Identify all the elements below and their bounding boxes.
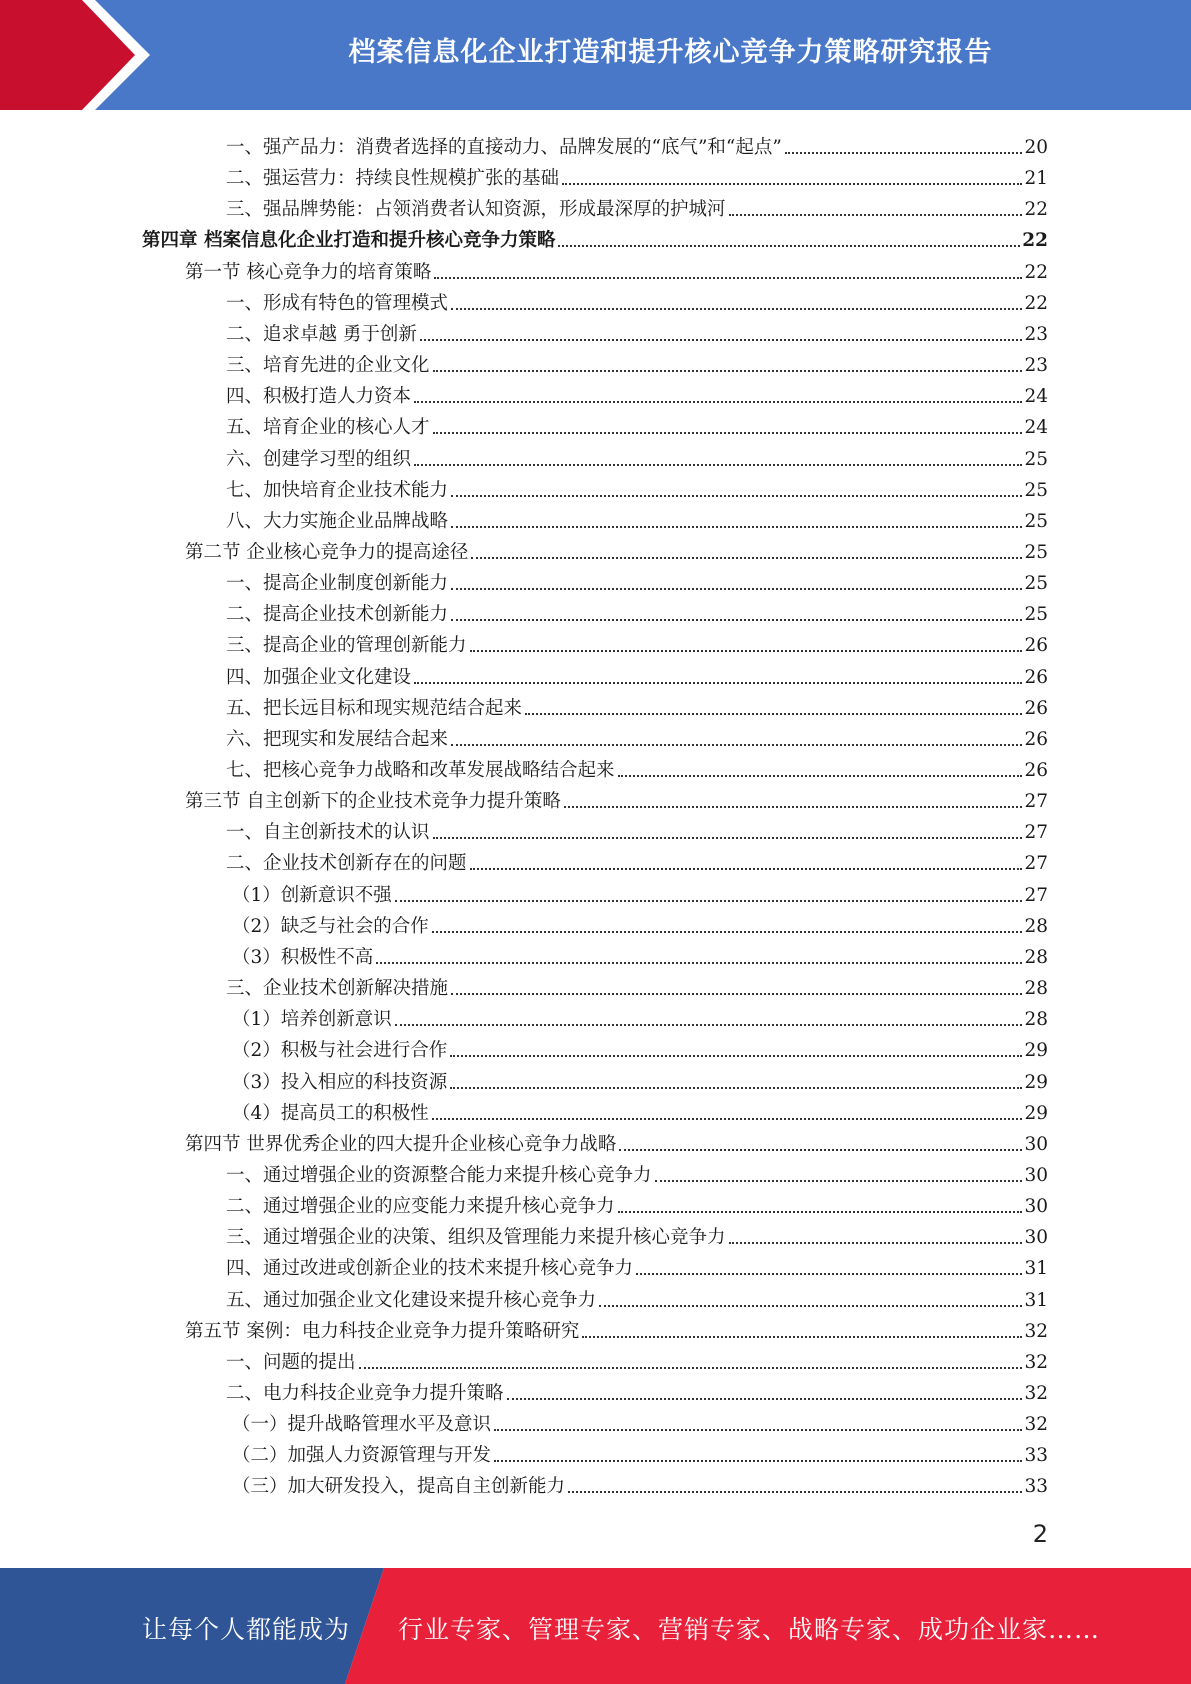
toc-entry-label: 第一节 核心竞争力的培育策略	[185, 261, 432, 283]
toc-dot-leader	[558, 245, 1020, 247]
toc-entry-page: 24	[1024, 386, 1048, 408]
toc-dot-leader	[414, 401, 1022, 403]
toc-subsection-entry[interactable]	[226, 315, 1048, 346]
toc-entry-page: 24	[1024, 417, 1048, 439]
toc-entry-label: 四、通过改进或创新企业的技术来提升核心竞争力	[226, 1258, 634, 1280]
toc-subsection-entry[interactable]	[226, 1218, 1048, 1249]
toc-dot-leader	[414, 682, 1022, 684]
toc-entry-page: 27	[1024, 822, 1048, 844]
toc-entry-page: 28	[1024, 978, 1048, 1000]
toc-entry-page: 22	[1024, 261, 1048, 283]
toc-subsection-entry[interactable]	[226, 159, 1048, 190]
toc-dot-leader	[395, 900, 1023, 902]
toc-entry-page: 28	[1024, 946, 1048, 968]
toc-dot-leader	[507, 1398, 1023, 1400]
toc-entry-label: 三、培育先进的企业文化	[226, 355, 430, 377]
toc-entry-label: 三、通过增强企业的决策、组织及管理能力来提升核心竞争力	[226, 1227, 726, 1249]
toc-dot-leader	[564, 806, 1023, 808]
toc-entry-page: 26	[1024, 666, 1048, 688]
toc-dot-leader	[432, 931, 1023, 933]
toc-entry-page: 30	[1024, 1227, 1048, 1249]
toc-subsection-entry[interactable]	[232, 1094, 1048, 1125]
toc-entry-label: 四、积极打造人力资本	[226, 386, 412, 408]
toc-dot-leader	[451, 744, 1022, 746]
toc-subsection-entry[interactable]	[226, 844, 1048, 875]
toc-entry-label: 第二节 企业核心竞争力的提高途径	[185, 541, 469, 563]
toc-entry-page: 21	[1024, 168, 1048, 190]
toc-subsection-entry[interactable]	[226, 564, 1048, 595]
toc-dot-leader	[619, 1149, 1022, 1151]
toc-dot-leader	[470, 650, 1023, 652]
toc-subsection-entry[interactable]	[232, 1405, 1048, 1436]
toc-entry-label: 二、企业技术创新存在的问题	[226, 853, 467, 875]
toc-entry-page: 26	[1024, 635, 1048, 657]
toc-entry-label: 一、通过增强企业的资源整合能力来提升核心竞争力	[226, 1164, 652, 1186]
toc-subsection-entry[interactable]	[232, 907, 1048, 938]
toc-entry-label: 一、提高企业制度创新能力	[226, 573, 449, 595]
toc-entry-page: 23	[1024, 323, 1048, 345]
toc-dot-leader	[376, 962, 1022, 964]
toc-entry-label: 七、把核心竞争力战略和改革发展战略结合起来	[226, 760, 615, 781]
toc-dot-leader	[655, 1180, 1023, 1182]
toc-dot-leader	[494, 1460, 1022, 1462]
toc-dot-leader	[729, 1242, 1023, 1244]
toc-entry-label: （4）提高员工的积极性	[232, 1102, 429, 1124]
toc-entry-label: 五、把长远目标和现实规范结合起来	[226, 697, 523, 719]
toc-dot-leader	[562, 183, 1022, 185]
toc-entry-page: 27	[1024, 853, 1048, 875]
toc-dot-leader	[451, 993, 1022, 995]
toc-subsection-entry[interactable]	[226, 689, 1048, 720]
toc-dot-leader	[494, 1429, 1022, 1431]
toc-entry-label: 六、创建学习型的组织	[226, 448, 412, 470]
toc-entry-label: （3）积极性不高	[232, 946, 374, 968]
toc-entry-page: 26	[1024, 760, 1048, 781]
toc-entry-page: 25	[1024, 573, 1048, 595]
page-number: 2	[1032, 1520, 1048, 1548]
toc-dot-leader	[471, 557, 1022, 559]
toc-subsection-entry[interactable]	[226, 471, 1048, 502]
toc-entry-page: 32	[1024, 1383, 1048, 1404]
toc-section-entry[interactable]	[185, 1125, 1048, 1156]
toc-entry-label: 三、提高企业的管理创新能力	[226, 635, 467, 657]
toc-entry-label: 六、把现实和发展结合起来	[226, 728, 449, 750]
toc-dot-leader	[450, 1087, 1022, 1089]
toc-entry-page: 28	[1024, 915, 1048, 937]
toc-entry-page: 25	[1024, 448, 1048, 470]
toc-entry-label: 三、企业技术创新解决措施	[226, 978, 449, 1000]
toc-chapter-entry[interactable]	[142, 221, 1048, 252]
toc-subsection-entry[interactable]	[226, 408, 1048, 439]
toc-subsection-entry[interactable]	[226, 595, 1048, 626]
toc-section-entry[interactable]	[185, 782, 1048, 813]
toc-subsection-entry[interactable]	[226, 626, 1048, 657]
toc-dot-leader	[450, 1055, 1022, 1057]
toc-dot-leader	[568, 1491, 1022, 1493]
toc-entry-label: 二、通过增强企业的应变能力来提升核心竞争力	[226, 1196, 615, 1218]
toc-entry-label: 四、加强企业文化建设	[226, 666, 412, 688]
toc-dot-leader	[432, 1118, 1023, 1120]
toc-subsection-entry[interactable]	[226, 1281, 1048, 1312]
toc-entry-page: 27	[1024, 791, 1048, 813]
toc-subsection-entry[interactable]	[226, 720, 1048, 751]
toc-subsection-entry[interactable]	[226, 1187, 1048, 1218]
toc-subsection-entry[interactable]	[226, 377, 1048, 408]
toc-entry-label: （一）提升战略管理水平及意识	[232, 1414, 492, 1436]
toc-entry-page: 22	[1024, 199, 1048, 221]
toc-dot-leader	[433, 370, 1023, 372]
toc-dot-leader	[582, 1336, 1022, 1338]
toc-entry-page: 29	[1024, 1102, 1048, 1124]
toc-entry-page: 31	[1024, 1258, 1048, 1280]
toc-dot-leader	[414, 464, 1022, 466]
toc-subsection-entry[interactable]	[232, 938, 1048, 969]
document-title: 档案信息化企业打造和提升核心竞争力策略研究报告	[348, 37, 993, 68]
toc-entry-page: 22	[1022, 230, 1048, 252]
toc-dot-leader	[434, 277, 1022, 279]
toc-entry-page: 30	[1024, 1133, 1048, 1155]
toc-subsection-entry[interactable]	[226, 969, 1048, 1000]
toc-entry-page: 32	[1024, 1414, 1048, 1436]
toc-subsection-entry[interactable]	[226, 502, 1048, 533]
toc-dot-leader	[451, 308, 1022, 310]
toc-entry-page: 27	[1024, 884, 1048, 906]
toc-subsection-entry[interactable]	[226, 751, 1048, 782]
toc-entry-page: 30	[1024, 1164, 1048, 1186]
toc-section-entry[interactable]	[185, 533, 1048, 564]
toc-dot-leader	[525, 713, 1022, 715]
toc-subsection-entry[interactable]	[226, 284, 1048, 315]
toc-entry-page: 32	[1024, 1351, 1048, 1373]
toc-subsection-entry[interactable]	[226, 1156, 1048, 1187]
toc-entry-label: 一、强产品力：消费者选择的直接动力、品牌发展的“底气”和“起点”	[226, 137, 782, 158]
toc-subsection-entry[interactable]	[226, 813, 1048, 844]
toc-dot-leader	[636, 1273, 1022, 1275]
toc-entry-label: 八、大力实施企业品牌战略	[226, 510, 449, 532]
toc-entry-label: （2）积极与社会进行合作	[232, 1040, 448, 1062]
footer-banner	[0, 1568, 1191, 1684]
toc-entry-page: 31	[1024, 1289, 1048, 1311]
toc-entry-page: 25	[1024, 541, 1048, 563]
toc-subsection-entry[interactable]	[226, 128, 1048, 159]
toc-entry-page: 32	[1024, 1320, 1048, 1342]
toc-subsection-entry[interactable]	[232, 1063, 1048, 1094]
toc-entry-label: 第四节 世界优秀企业的四大提升企业核心竞争力战略	[185, 1133, 617, 1155]
toc-dot-leader	[433, 432, 1023, 434]
toc-subsection-entry[interactable]	[232, 1436, 1048, 1467]
toc-entry-label: 五、通过加强企业文化建设来提升核心竞争力	[226, 1289, 597, 1311]
toc-entry-label: （2）缺乏与社会的合作	[232, 915, 429, 937]
toc-entry-page: 29	[1024, 1040, 1048, 1062]
toc-dot-leader	[599, 1305, 1022, 1307]
toc-dot-leader	[470, 868, 1023, 870]
toc-dot-leader	[785, 152, 1023, 154]
toc-subsection-entry[interactable]	[232, 1031, 1048, 1062]
toc-entry-page: 25	[1024, 510, 1048, 532]
toc-section-entry[interactable]	[185, 253, 1048, 284]
toc-dot-leader	[420, 339, 1023, 341]
toc-subsection-entry[interactable]	[226, 190, 1048, 221]
toc-entry-page: 26	[1024, 728, 1048, 750]
toc-entry-label: 一、形成有特色的管理模式	[226, 292, 449, 314]
toc-dot-leader	[359, 1367, 1023, 1369]
toc-entry-label: （1）创新意识不强	[232, 884, 392, 906]
toc-entry-page: 33	[1024, 1476, 1048, 1498]
toc-entry-page: 20	[1024, 137, 1048, 158]
toc-entry-page: 25	[1024, 479, 1048, 501]
toc-subsection-entry[interactable]	[226, 1374, 1048, 1405]
header-bar	[0, 0, 1191, 110]
toc-subsection-entry[interactable]	[226, 658, 1048, 689]
toc-entry-label: （三）加大研发投入，提高自主创新能力	[232, 1476, 566, 1498]
footer-slogan-right: 行业专家、管理专家、营销专家、战略专家、成功企业家……	[398, 1615, 1101, 1644]
toc-entry-label: 七、加快培育企业技术能力	[226, 479, 449, 501]
toc-subsection-entry[interactable]	[226, 440, 1048, 471]
toc-dot-leader	[729, 214, 1023, 216]
toc-entry-label: 一、自主创新技术的认识	[226, 822, 430, 844]
toc-subsection-entry[interactable]	[232, 876, 1048, 907]
toc-entry-page: 23	[1024, 355, 1048, 377]
toc-entry-page: 26	[1024, 697, 1048, 719]
toc-entry-label: 二、强运营力：持续良性规模扩张的基础	[226, 168, 560, 190]
toc-entry-label: 第四章 档案信息化企业打造和提升核心竞争力策略	[142, 230, 556, 252]
toc-entry-label: （二）加强人力资源管理与开发	[232, 1445, 492, 1467]
toc-dot-leader	[451, 495, 1022, 497]
toc-dot-leader	[451, 619, 1022, 621]
toc-subsection-entry[interactable]	[226, 1343, 1048, 1374]
toc-entry-label: （3）投入相应的科技资源	[232, 1071, 448, 1093]
toc-entry-page: 25	[1024, 604, 1048, 626]
toc-entry-label: 二、追求卓越 勇于创新	[226, 323, 417, 345]
toc-dot-leader	[395, 1024, 1023, 1026]
toc-entry-label: （1）培养创新意识	[232, 1009, 392, 1031]
header-arrow-accent	[0, 0, 160, 110]
toc-entry-label: 三、强品牌势能：占领消费者认知资源，形成最深厚的护城河	[226, 199, 726, 221]
toc-section-entry[interactable]	[185, 1312, 1048, 1343]
toc-entry-label: 第三节 自主创新下的企业技术竞争力提升策略	[185, 791, 561, 813]
toc-entry-label: 第五节 案例：电力科技企业竞争力提升策略研究	[185, 1320, 580, 1342]
toc-entry-label: 二、提高企业技术创新能力	[226, 604, 449, 626]
toc-entry-label: 一、问题的提出	[226, 1351, 356, 1373]
toc-subsection-entry[interactable]	[226, 346, 1048, 377]
toc-subsection-entry[interactable]	[226, 1249, 1048, 1280]
toc-entry-page: 33	[1024, 1445, 1048, 1467]
toc-entry-label: 五、培育企业的核心人才	[226, 417, 430, 439]
toc-entry-page: 28	[1024, 1009, 1048, 1031]
toc-subsection-entry[interactable]	[232, 1000, 1048, 1031]
toc-entry-label: 二、电力科技企业竞争力提升策略	[226, 1383, 504, 1404]
toc-dot-leader	[618, 1211, 1023, 1213]
toc-dot-leader	[451, 588, 1022, 590]
toc-entry-page: 29	[1024, 1071, 1048, 1093]
toc-dot-leader	[433, 837, 1023, 839]
toc-entry-page: 30	[1024, 1196, 1048, 1218]
toc-dot-leader	[618, 775, 1023, 777]
toc-dot-leader	[451, 526, 1022, 528]
toc-entry-page: 22	[1024, 292, 1048, 314]
footer-slogan-left: 让每个人都能成为	[142, 1615, 351, 1644]
toc-subsection-entry[interactable]	[232, 1467, 1048, 1498]
